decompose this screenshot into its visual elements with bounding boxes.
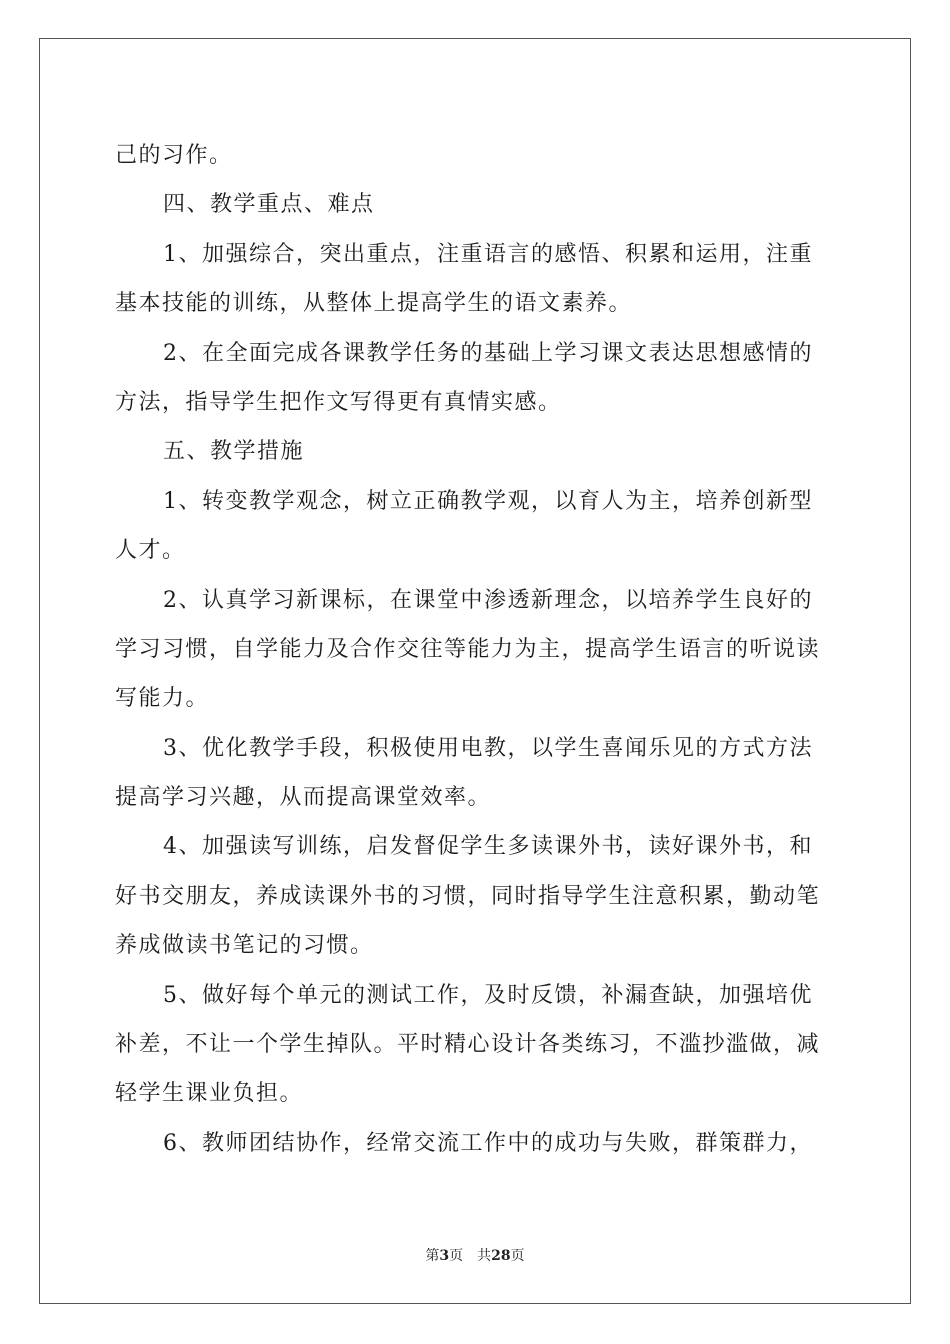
text-line: 1、转变教学观念，树立正确教学观，以育人为主，培养创新型 (163, 488, 813, 514)
text-line: 3、优化教学手段，积极使用电教，以学生喜闻乐见的方式方法 (163, 735, 813, 761)
text-line: 五、教学措施 (163, 439, 305, 465)
text-line: 5、做好每个单元的测试工作，及时反馈，补漏查缺，加强培优 (163, 982, 813, 1008)
text-line: 6、教师团结协作，经常交流工作中的成功与失败，群策群力， (163, 1130, 813, 1156)
text-line: 轻学生课业负担。 (115, 1081, 304, 1107)
text-line: 方法，指导学生把作文写得更有真情实感。 (115, 389, 562, 415)
text-line: 写能力。 (115, 686, 210, 712)
text-line: 己的习作。 (115, 143, 233, 168)
text-line: 人才。 (115, 538, 186, 564)
total-label-prefix: 共 (477, 1248, 492, 1264)
text-line: 养成做读书笔记的习惯。 (115, 933, 374, 959)
page-label-suffix: 页 (449, 1248, 464, 1264)
text-line: 基本技能的训练，从整体上提高学生的语文素养。 (115, 291, 633, 317)
text-line: 补差，不让一个学生掉队。平时精心设计各类练习，不滥抄滥做，减 (115, 1032, 821, 1058)
page-number: 3 (439, 1248, 450, 1264)
text-line: 2、认真学习新课标，在课堂中渗透新理念，以培养学生良好的 (163, 587, 813, 613)
total-label-suffix: 页 (510, 1248, 525, 1264)
page-footer (0, 1246, 950, 1266)
text-line: 学习习惯，自学能力及合作交往等能力为主，提高学生语言的听说读 (115, 636, 821, 662)
text-line: 4、加强读写训练，启发督促学生多读课外书，读好课外书，和 (163, 834, 813, 860)
document-body (115, 131, 835, 1168)
total-pages: 28 (491, 1248, 511, 1264)
text-line: 提高学习兴趣，从而提高课堂效率。 (115, 785, 492, 811)
text-line: 2、在全面完成各课教学任务的基础上学习课文表达思想感情的 (163, 340, 813, 366)
text-line: 1、加强综合，突出重点，注重语言的感悟、积累和运用，注重 (163, 241, 813, 267)
text-line: 四、教学重点、难点 (163, 192, 375, 218)
page-label-prefix: 第 (425, 1248, 440, 1264)
text-line: 好书交朋友，养成读课外书的习惯，同时指导学生注意积累，勤动笔 (115, 883, 821, 909)
